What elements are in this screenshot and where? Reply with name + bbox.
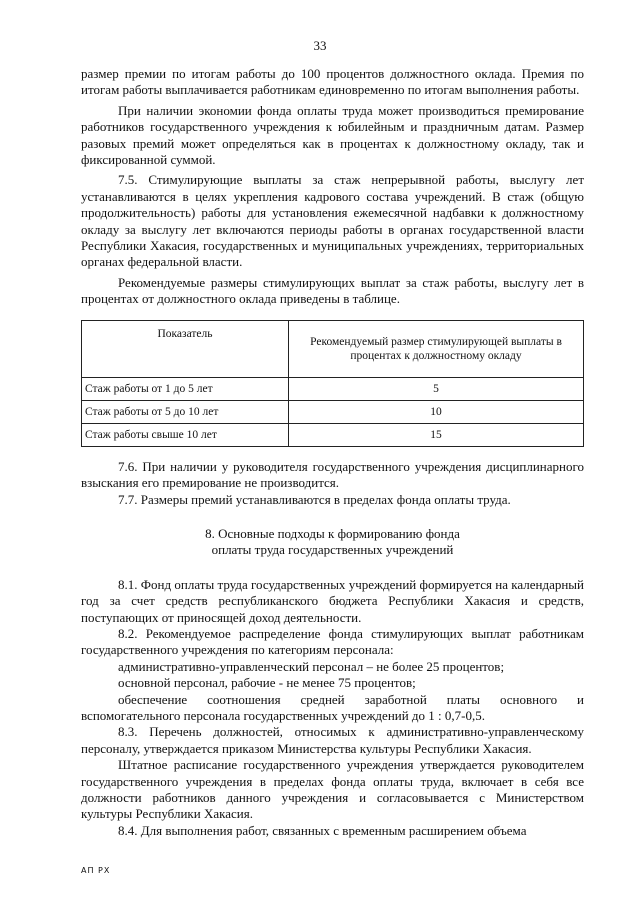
page-number: 33 — [313, 38, 327, 53]
section-heading-line-2: оплаты труда государственных учреждений — [211, 542, 454, 558]
table-row — [82, 423, 584, 446]
paragraph: 7.7. Размеры премий устанавливаются в пределах фонда оплаты труда. — [118, 491, 511, 507]
table-cell-value: 5 — [289, 377, 584, 400]
paragraph: 8.3. Перечень должностей, относимых к административно-управленческому персоналу, утверждается приказом Министерства культуры Республики Хакасия. — [81, 724, 584, 756]
table-row — [82, 377, 584, 400]
table-header-row — [82, 320, 584, 377]
paragraph: 8.1. Фонд оплаты труда государственных учреждений формируется на календарный год за счет средств республиканского бюджета Республики Хакасия и средств, поступающих от приносящей доход деятельности. — [81, 576, 584, 625]
list-item: административно-управленческий персонал – не более 25 процентов; — [118, 658, 505, 674]
table-cell-label: Стаж работы от 1 до 5 лет — [82, 377, 289, 400]
paragraph: 8.4. Для выполнения работ, связанных с временным расширением объема — [118, 822, 527, 838]
paragraph: размер премии по итогам работы до 100 процентов должностного оклада. Премия по итогам работы выплачивается работникам единовременно по итогам выполнения работы. — [81, 66, 584, 98]
seniority-bonus-table — [81, 320, 584, 447]
table-header-indicator: Показатель — [82, 320, 289, 377]
paragraph: 7.6. При наличии у руководителя государственного учреждения дисциплинарного взыскания его премирование не производится. — [81, 458, 584, 491]
list-item: основной персонал, рабочие - не менее 75 процентов; — [118, 675, 416, 691]
table-row — [82, 400, 584, 423]
table-header-recommended-size: Рекомендуемый размер стимулирующей выплаты в процентах к должностному окладу — [289, 320, 584, 377]
footer-mark: АП РХ — [81, 866, 111, 875]
list-item: обеспечение соотношения средней заработной платы основного и вспомогательного персонала государственных учреждений до 1 : 0,7-0,5. — [81, 691, 584, 723]
table-cell-label: Стаж работы от 5 до 10 лет — [82, 400, 289, 423]
table-cell-value: 15 — [289, 423, 584, 446]
paragraph: При наличии экономии фонда оплаты труда может производиться премирование работников государственного учреждения к юбилейным и праздничным датам. Размер разовых премий может определяться как в процентах к должностному окладу, так и фиксированной суммой. — [81, 102, 584, 168]
section-heading — [81, 526, 584, 559]
paragraph: 7.5. Стимулирующие выплаты за стаж непрерывной работы, выслугу лет устанавливаются в целях укрепления кадрового состава учреждений. В стаж (общую продолжительность) работы для установления ежемесячной надбавки к должностному окладу за выслугу лет включаются периоды работы в органах государственной власти Республики Хакасия, государственных и муниципальных учреждениях, территориальных органах федеральной власти. — [81, 172, 584, 270]
table-cell-value: 10 — [289, 400, 584, 423]
document-body — [81, 66, 584, 839]
section-heading-line-1: 8. Основные подходы к формированию фонда — [205, 525, 460, 541]
paragraph: Рекомендуемые размеры стимулирующих выплат за стаж работы, выслугу лет в процентах от должностного оклада приведены в таблице. — [81, 274, 584, 307]
paragraph: Штатное расписание государственного учреждения утверждается руководителем государственного учреждения в пределах фонда оплаты труда, включает в себя все должности работников данного учреждения и согласовывается с Министерством культуры Республики Хакасия. — [81, 757, 584, 822]
table-cell-label: Стаж работы свыше 10 лет — [82, 423, 289, 446]
paragraph: 8.2. Рекомендуемое распределение фонда стимулирующих выплат работникам государственного учреждения по категориям персонала: — [81, 625, 584, 658]
